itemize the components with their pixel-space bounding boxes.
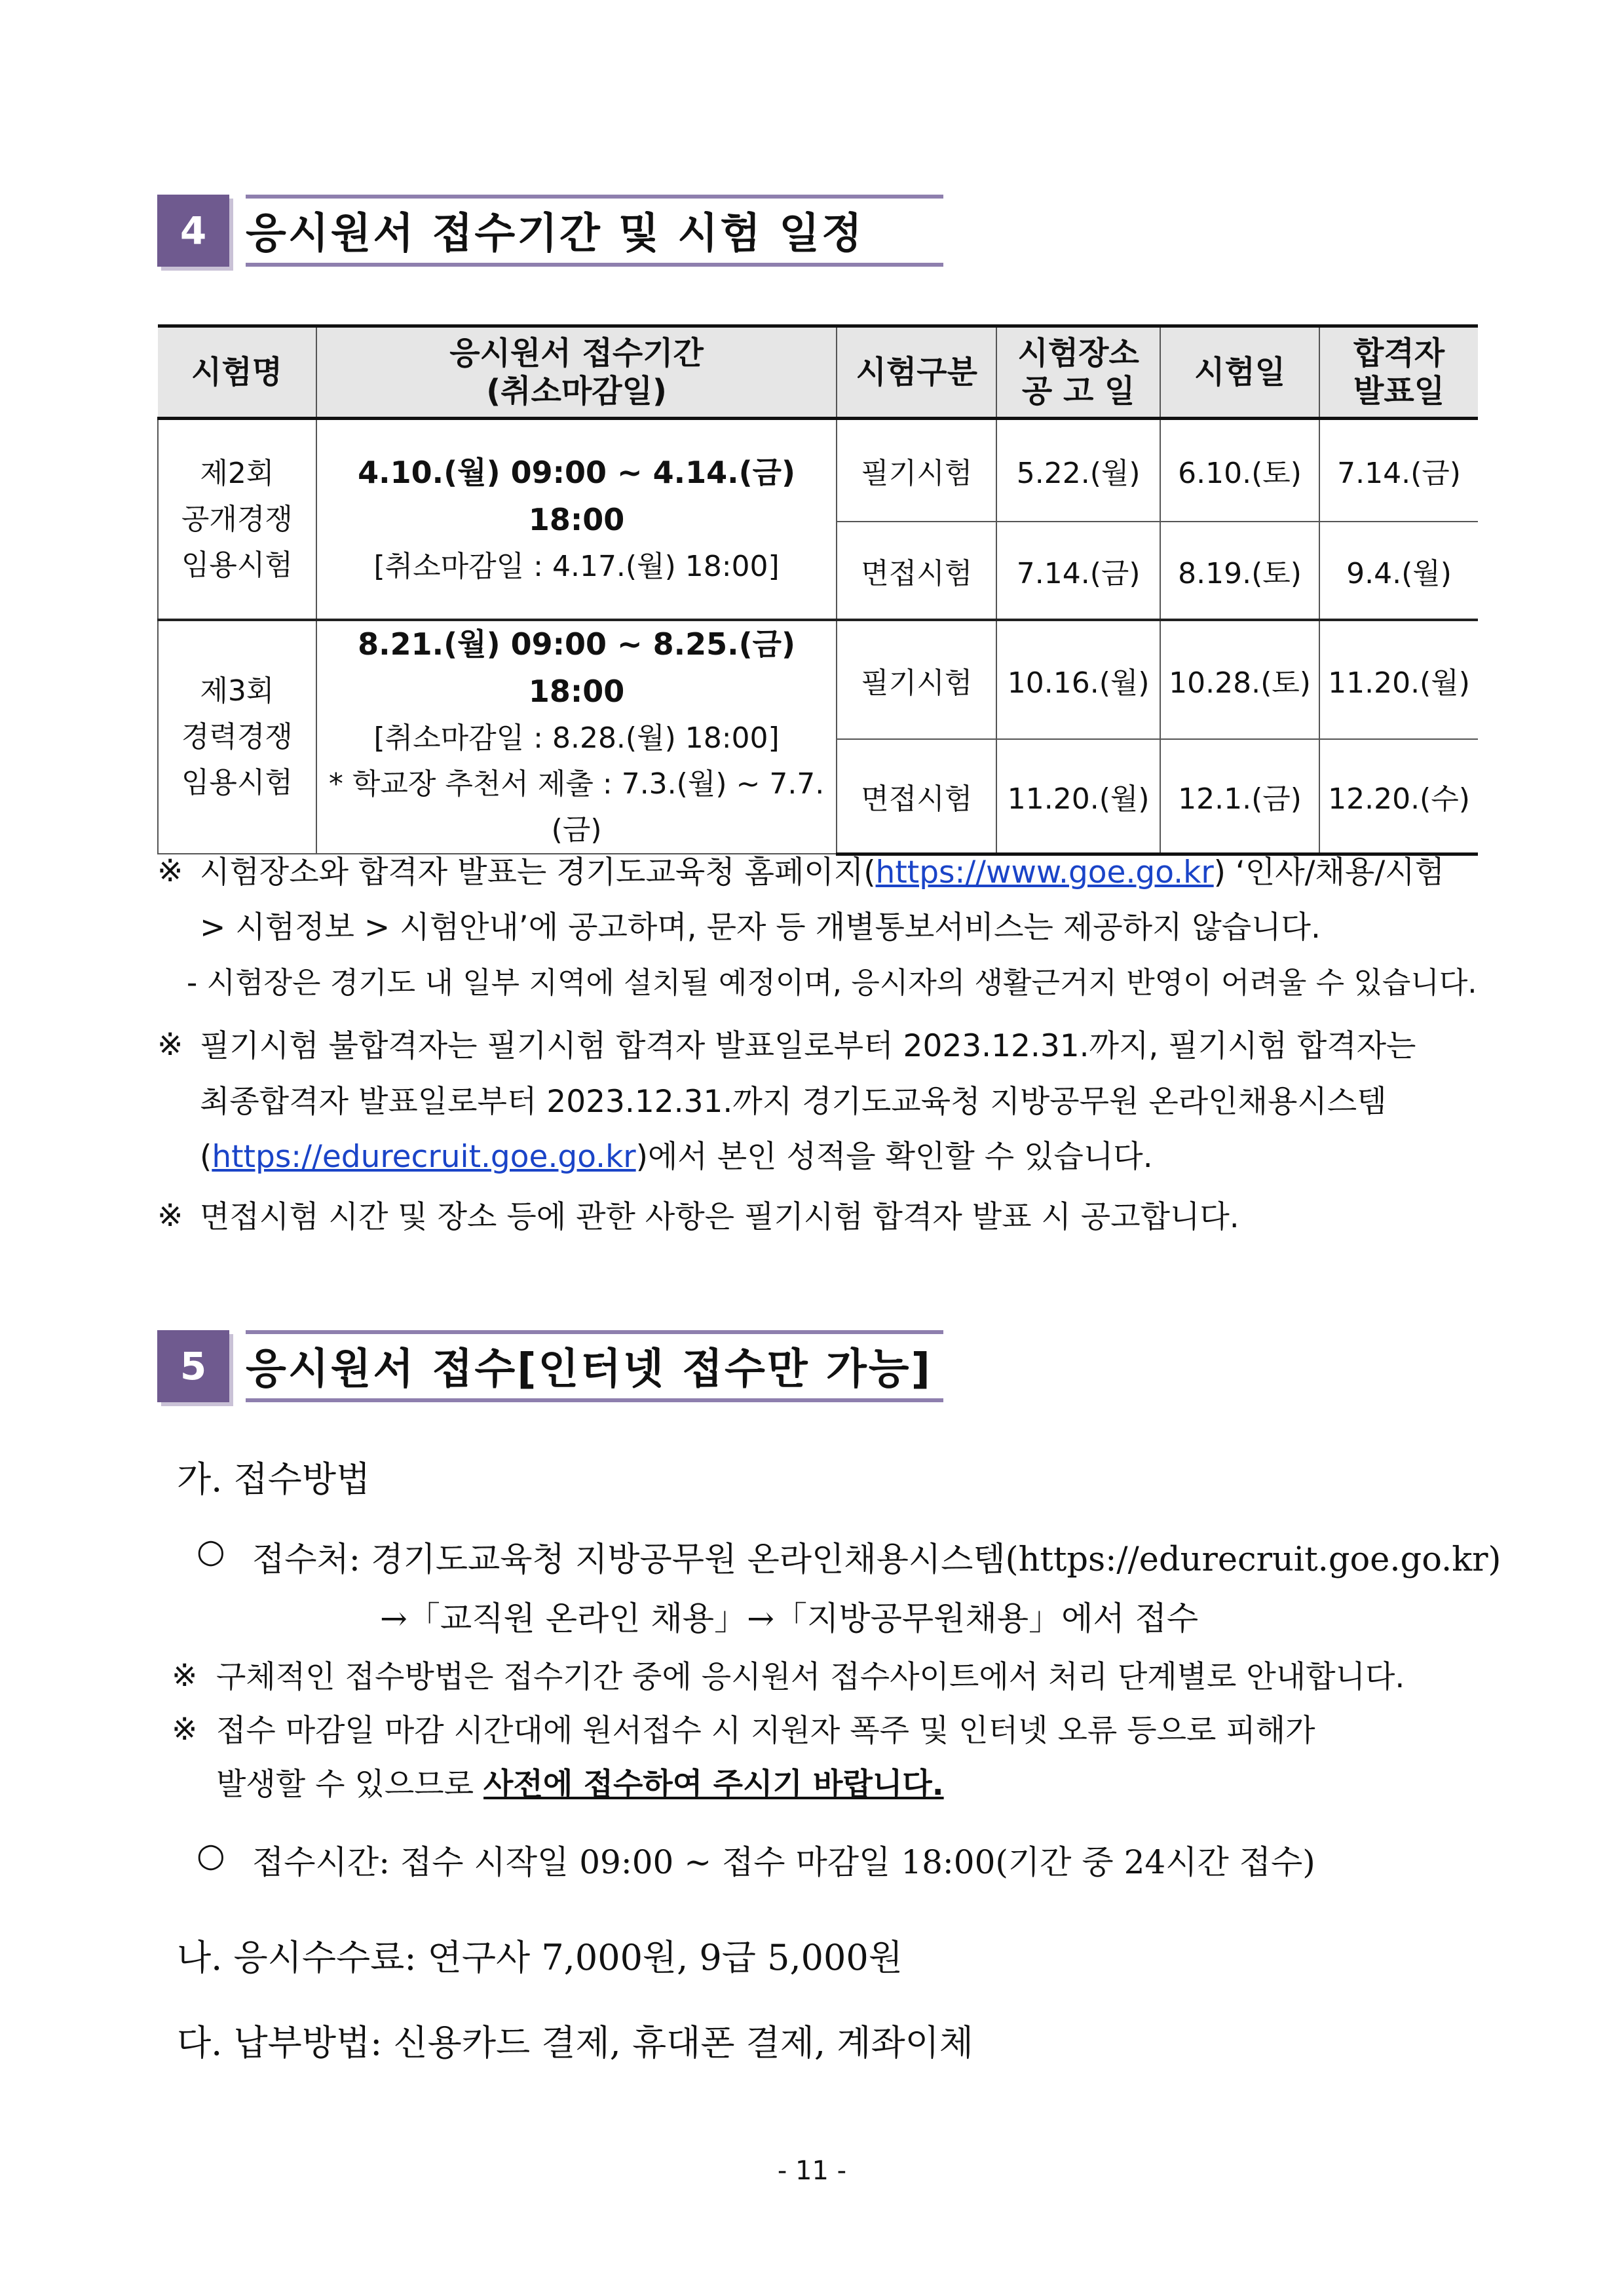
divider [246,1398,943,1402]
table-row [158,620,1478,739]
note-1-sub: - 시험장은 경기도 내 일부 지역에 설치될 예정이며, 응시자의 생활근거지 반영이 어려울 수 있습니다. [187,965,1477,1000]
apply-note-2-line-1: 접수 마감일 마감 시간대에 원서접수 시 지원자 폭주 및 인터넷 오류 등으로 피해가 [216,1713,1315,1749]
note-1-line-1: 시험장소와 합격자 발표는 경기도교육청 홈페이지(https://www.goe.go.kr) ‘인사/채용/시험 [200,854,1445,890]
exam-date: 6.10.(토) [1160,419,1319,522]
application-site: 접수처: 경기도교육청 지방공무원 온라인채용시스템(https://edurecruit.goe.go.kr) [252,1540,1501,1579]
goe-homepage-link[interactable]: https://www.goe.go.kr [875,854,1214,890]
venue-date: 5.22.(월) [996,419,1160,522]
table-header-row [158,326,1478,419]
note-3: 면접시험 시간 및 장소 등에 관한 사항은 필기시험 합격자 발표 시 공고합니다. [200,1199,1239,1235]
section-title: 응시원서 접수[인터넷 접수만 가능] [246,1345,932,1394]
result-date: 12.20.(수) [1319,739,1478,854]
exam-type: 면접시험 [837,522,996,620]
round-name: 제3회 경력경쟁 임용시험 [158,620,316,854]
subsection-na: 나. 응시수수료: 연구사 7,000원, 9급 5,000원 [177,1937,903,1978]
note-2-line-1: 필기시험 불합격자는 필기시험 합격자 발표일로부터 2023.12.31.까지, 필기시험 합격자는 [200,1028,1416,1064]
divider [246,1330,943,1334]
divider [246,263,943,267]
advance-apply-emphasis: 사전에 접수하여 주시기 바랍니다. [483,1767,944,1803]
header-exam-date: 시험일 [1160,326,1319,419]
exam-type: 필기시험 [837,620,996,739]
table-row [158,419,1478,522]
note-1-line-2: > 시험정보 > 시험안내’에 공고하며, 문자 등 개별통보서비스는 제공하지 않습니다. [200,909,1321,946]
header-period: 응시원서 접수기간 (취소마감일) [316,326,837,419]
section-5-header [157,1330,943,1406]
subsection-ga: 가. 접수방법 [177,1459,371,1500]
result-date: 11.20.(월) [1319,620,1478,739]
venue-date: 10.16.(월) [996,620,1160,739]
application-period: 8.21.(월) 09:00 ~ 8.25.(금) 18:00 [취소마감일 : 8.28.(월) 18:00] * 학교장 추천서 제출 : 7.3.(월) ~ 7.7.(금) [316,620,837,854]
result-date: 7.14.(금) [1319,419,1478,522]
exam-date: 10.28.(토) [1160,620,1319,739]
apply-note-1: 구체적인 접수방법은 접수기간 중에 응시원서 접수사이트에서 처리 단계별로 안내합니다. [216,1659,1405,1695]
round-name: 제2회 공개경쟁 임용시험 [158,419,316,621]
edurecruit-link[interactable]: https://edurecruit.goe.go.kr [212,1139,636,1175]
note-mark: ※ [172,1712,198,1748]
application-time: 접수시간: 접수 시작일 09:00 ~ 접수 마감일 18:00(기간 중 24시간 접수) [252,1843,1315,1881]
bullet-circle: ○ [197,1532,225,1570]
application-period: 4.10.(월) 09:00 ~ 4.14.(금) 18:00 [취소마감일 : 4.17.(월) 18:00] [316,419,837,621]
note-2-line-2: 최종합격자 발표일로부터 2023.12.31.까지 경기도교육청 지방공무원 온라인채용시스템 [200,1084,1387,1120]
application-path: →「교직원 온라인 채용」→「지방공무원채용」에서 접수 [380,1599,1199,1637]
note-mark: ※ [157,853,183,889]
exam-type: 필기시험 [837,419,996,522]
section-number: 4 [157,195,229,267]
header-type: 시험구분 [837,326,996,419]
section-title: 응시원서 접수기간 및 시험 일정 [246,210,864,258]
note-2-line-3: (https://edurecruit.goe.go.kr)에서 본인 성적을 확인할 수 있습니다. [200,1139,1153,1175]
section-4-header [157,195,943,270]
note-mark: ※ [157,1198,183,1234]
divider [246,195,943,199]
header-venue-date: 시험장소 공 고 일 [996,326,1160,419]
exam-date: 12.1.(금) [1160,739,1319,854]
venue-date: 7.14.(금) [996,522,1160,620]
venue-date: 11.20.(월) [996,739,1160,854]
header-result-date: 합격자 발표일 [1319,326,1478,419]
subsection-da: 다. 납부방법: 신용카드 결제, 휴대폰 결제, 계좌이체 [177,2022,973,2063]
exam-date: 8.19.(토) [1160,522,1319,620]
exam-type: 면접시험 [837,739,996,854]
section-number: 5 [157,1330,229,1402]
bullet-circle: ○ [197,1836,225,1874]
exam-schedule-table [157,324,1478,856]
note-mark: ※ [157,1027,183,1063]
apply-note-2-line-2: 발생할 수 있으므로 사전에 접수하여 주시기 바랍니다. [216,1767,944,1803]
header-exam-name: 시험명 [158,326,316,419]
result-date: 9.4.(월) [1319,522,1478,620]
page-number: - 11 - [777,2156,847,2186]
note-mark: ※ [172,1658,198,1694]
